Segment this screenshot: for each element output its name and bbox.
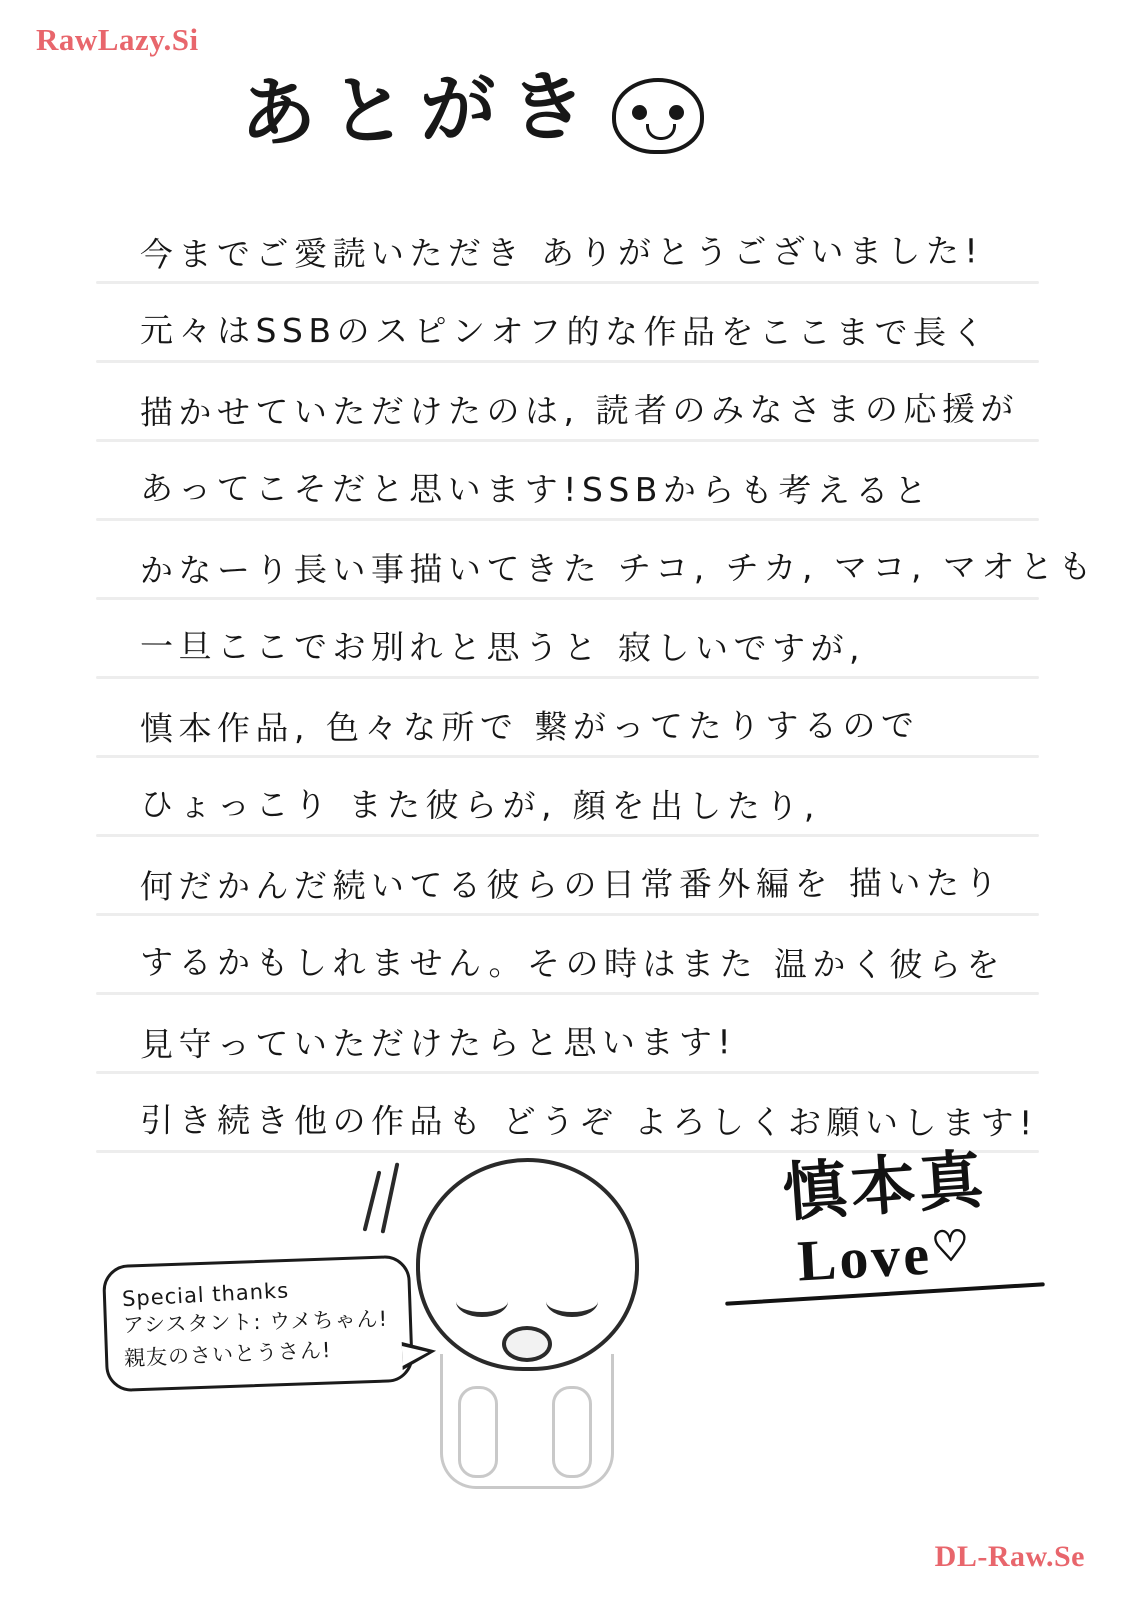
letter-line-text: 引き続き他の作品も どうぞ よろしくお願いします! — [139, 1100, 1038, 1143]
character-eye-right — [546, 1286, 598, 1317]
letter-line — [0, 995, 1125, 1074]
watermark-top-left: RawLazy.Si — [36, 22, 199, 57]
letter-line — [0, 837, 1125, 916]
letter-line-text: ひょっこり また彼らが, 顔を出したり, — [139, 784, 821, 826]
letter-line-text: 元々はSSBのスピンオフ的な作品をここまで長く — [139, 310, 991, 353]
letter-line — [0, 205, 1125, 284]
letter-line-text: あってこそだと思います!SSBからも考えると — [139, 468, 933, 511]
letter-line-text: 見守っていただけたらと思います! — [139, 1022, 737, 1064]
letter-line — [0, 363, 1125, 442]
character-mouth — [502, 1326, 552, 1362]
thanks-line: Special thanks — [121, 1278, 290, 1312]
motion-line — [363, 1170, 382, 1231]
face-eye-left — [632, 105, 647, 120]
character-arm-right — [552, 1386, 592, 1478]
letter-body — [0, 205, 1125, 1153]
letter-line-text: かなーり長い事描いてきた チコ, チカ, マコ, マオとも — [139, 546, 1098, 590]
character-arm-left — [458, 1386, 498, 1478]
page-title-text: あとがき — [239, 61, 601, 158]
letter-line-text: 今までご愛読いただき ありがとうございました! — [139, 231, 984, 274]
face-outline — [612, 78, 704, 154]
thanks-line: アシスタント: ウメちゃん! — [122, 1307, 389, 1338]
letter-line-text: 慎本作品, 色々な所で 繋がってたりするので — [139, 705, 920, 748]
heart-icon: ♡ — [930, 1223, 974, 1272]
letter-line — [0, 442, 1125, 521]
bowing-chibi-character-icon — [398, 1158, 648, 1488]
letter-line — [0, 916, 1125, 995]
letter-line-text: するかもしれません。その時はまた 温かく彼らを — [139, 942, 1006, 985]
letter-line-text: 一旦ここでお別れと思うと 寂しいですが, — [139, 626, 866, 668]
letter-line — [0, 679, 1125, 758]
letter-line-text: 何だかんだ続いてる彼らの日常番外編を 描いたり — [139, 863, 1004, 906]
letter-line — [0, 758, 1125, 837]
letter-line — [0, 284, 1125, 363]
author-signature — [705, 1142, 1065, 1296]
smiley-face-icon — [612, 78, 704, 154]
motion-line — [381, 1162, 400, 1233]
letter-line — [0, 600, 1125, 679]
letter-line — [0, 521, 1125, 600]
special-thanks-bubble — [102, 1255, 414, 1393]
page-title — [239, 61, 704, 158]
letter-line-text: 描かせていただけたのは, 読者のみなさまの応援が — [139, 389, 1020, 432]
watermark-bottom-right: DL-Raw.Se — [934, 1540, 1085, 1573]
signature-love-text: Love — [795, 1221, 934, 1294]
signature-name: 慎本真 — [780, 1142, 990, 1232]
thanks-line: 親友のさいとうさん! — [123, 1337, 332, 1371]
character-eye-left — [456, 1286, 508, 1317]
illustration-area — [0, 1140, 1125, 1600]
face-eye-right — [669, 105, 684, 120]
